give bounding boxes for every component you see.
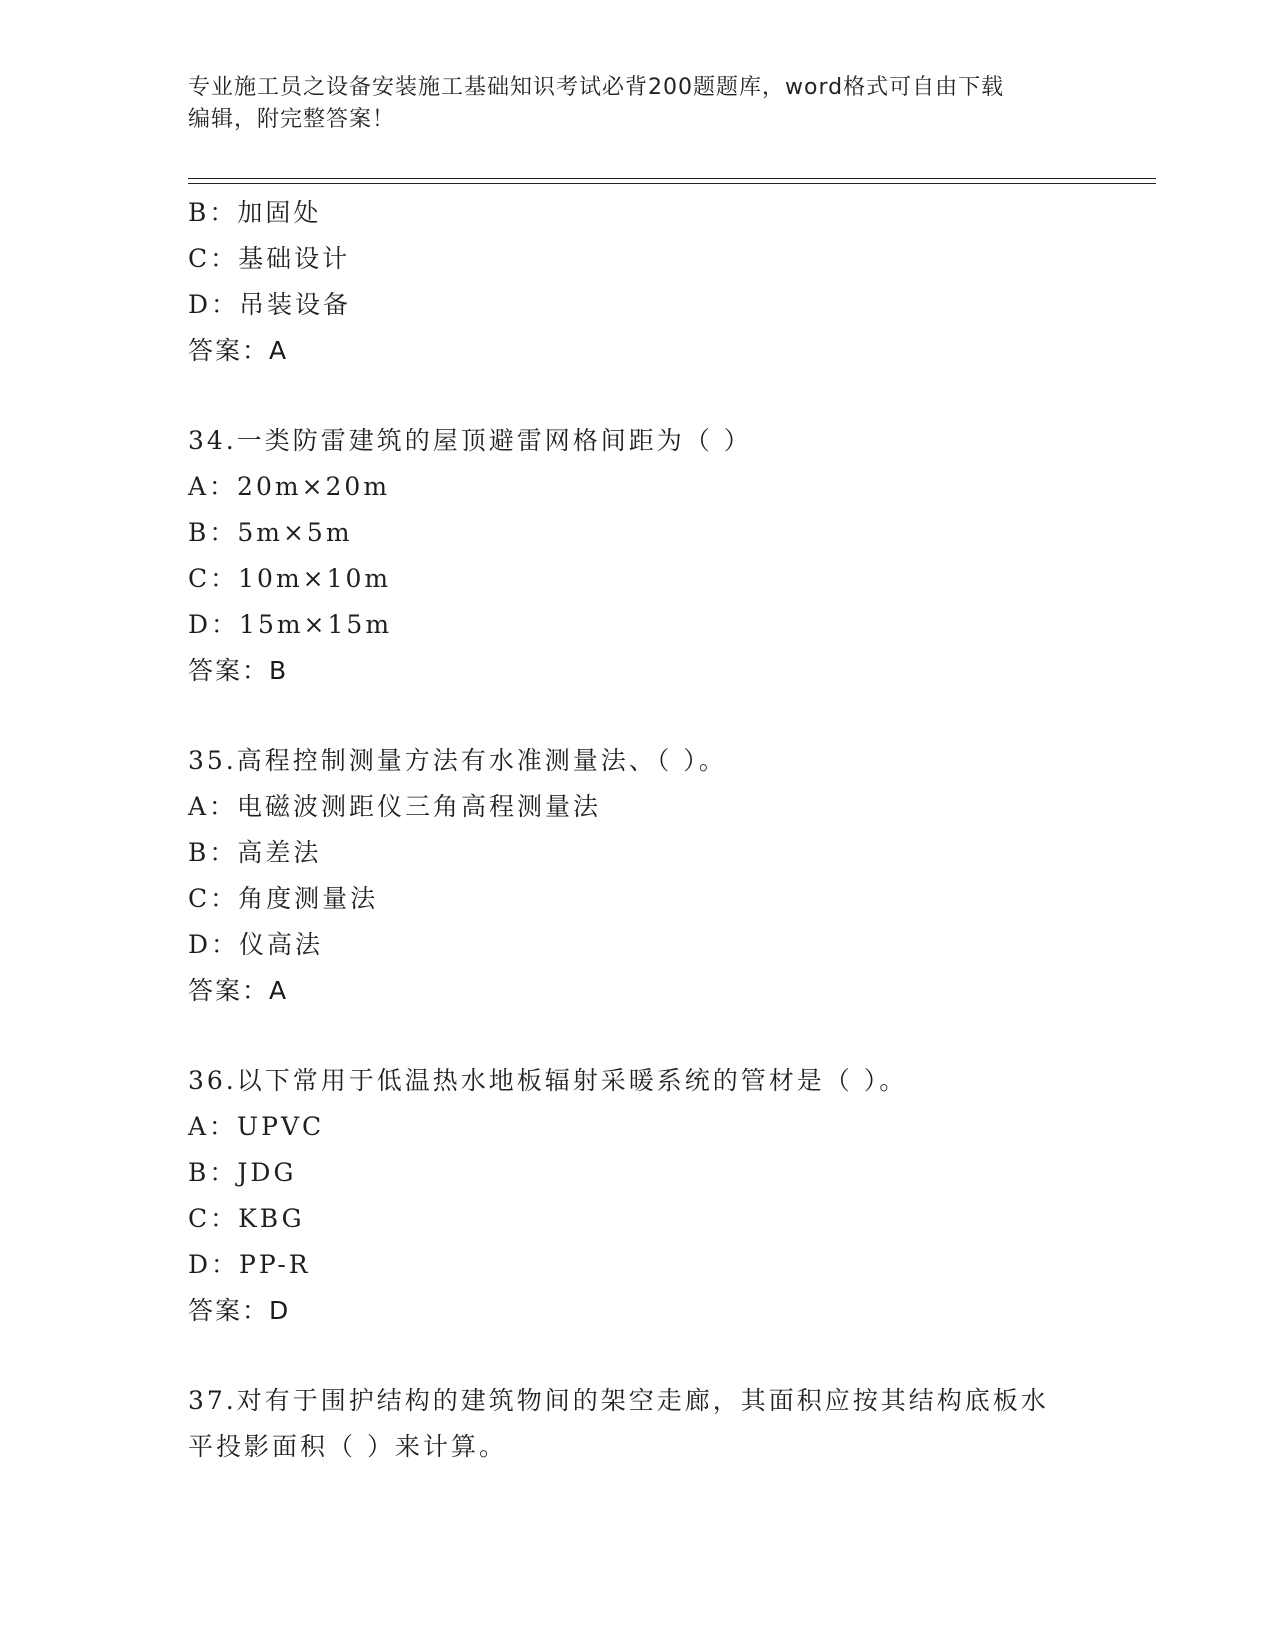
- question-stem: 35.高程控制测量方法有水准测量法、（ ）。: [188, 746, 727, 775]
- option-a: A：20m×20m: [188, 472, 391, 501]
- option-a: A：电磁波测距仪三角高程测量法: [188, 792, 602, 821]
- question-stem-line-2: 平投影面积（ ）来计算。: [188, 1432, 507, 1461]
- question-35: [188, 738, 1158, 1014]
- option-c: C：10m×10m: [188, 564, 392, 593]
- header-title-line-2: 编辑，附完整答案！: [188, 107, 396, 132]
- question-34: [188, 418, 1158, 694]
- question-36: [188, 1058, 1158, 1334]
- question-spacer: [188, 694, 1158, 738]
- question-stem: 36.以下常用于低温热水地板辐射采暖系统的管材是（ ）。: [188, 1066, 908, 1095]
- header-title-line-1: 专业施工员之设备安装施工基础知识考试必背200题题库，word格式可自由下载: [188, 75, 1005, 100]
- question-spacer: [188, 374, 1158, 418]
- option-c: C：角度测量法: [188, 884, 379, 913]
- answer-line: 答案：A: [188, 336, 289, 365]
- question-spacer: [188, 1014, 1158, 1058]
- option-a: A：UPVC: [188, 1112, 325, 1141]
- option-b: B：5m×5m: [188, 518, 353, 547]
- option-d: D：PP-R: [188, 1250, 311, 1279]
- question-list: [188, 190, 1158, 1470]
- header-divider-top: [188, 178, 1156, 179]
- option-b: B：高差法: [188, 838, 322, 867]
- question-stem-line-1: 37.对有于围护结构的建筑物间的架空走廊，其面积应按其结构底板水: [188, 1386, 1049, 1415]
- document-header: [188, 72, 1088, 136]
- option-d: D：15m×15m: [188, 610, 393, 639]
- option-d: D：仪高法: [188, 930, 324, 959]
- answer-line: 答案：D: [188, 1296, 291, 1325]
- question-37: [188, 1378, 1158, 1470]
- header-divider-bottom: [188, 183, 1156, 184]
- question-spacer: [188, 1334, 1158, 1378]
- option-b: B：加固处: [188, 198, 322, 227]
- question-stem: 34.一类防雷建筑的屋顶避雷网格间距为（ ）: [188, 426, 752, 455]
- question-33-continued: [188, 190, 1158, 374]
- answer-line: 答案：A: [188, 976, 289, 1005]
- answer-line: 答案：B: [188, 656, 289, 685]
- option-c: C：基础设计: [188, 244, 351, 273]
- option-b: B：JDG: [188, 1158, 297, 1187]
- option-d: D：吊装设备: [188, 290, 352, 319]
- option-c: C：KBG: [188, 1204, 305, 1233]
